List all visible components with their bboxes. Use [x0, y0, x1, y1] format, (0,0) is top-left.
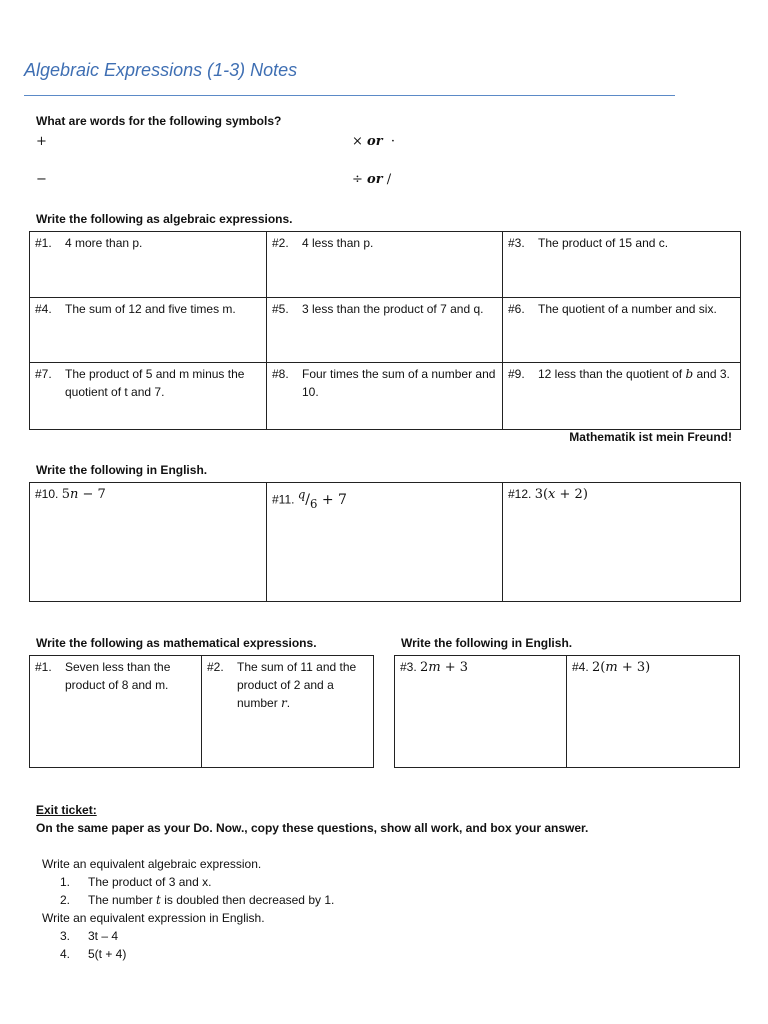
table-cell: #1. 4 more than p. — [30, 232, 267, 298]
english-expressions-table — [29, 482, 741, 602]
english-expressions-table-2 — [394, 655, 740, 768]
math-expression: 5n − 7 — [61, 487, 106, 502]
math-expressions-table — [29, 655, 374, 768]
minus-symbol: − — [36, 172, 47, 187]
times-symbol: × — [352, 134, 363, 149]
table-cell: #9. 12 less than the quotient of b and 3. — [503, 363, 741, 430]
plus-symbol: + — [36, 134, 47, 149]
table-cell: #2. 4 less than p. — [267, 232, 503, 298]
table-cell: #12. 3(x + 2) — [503, 483, 741, 602]
divide-symbol-line — [352, 172, 391, 187]
section1-heading: Write the following as algebraic expressions. — [36, 212, 293, 226]
dot-symbol: · — [390, 134, 395, 149]
table-cell: #5. 3 less than the product of 7 and q. — [267, 298, 503, 363]
exit-prompt-1: Write an equivalent algebraic expression. — [42, 857, 262, 871]
exit-item: 4. 5(t + 4) — [60, 947, 127, 961]
exit-ticket-instructions: On the same paper as your Do. Now., copy these questions, show all work, and box your answer. — [36, 821, 589, 835]
section4-heading: Write the following in English. — [401, 636, 573, 650]
title-underline — [24, 95, 675, 96]
table-cell: #4. 2(m + 3) — [567, 656, 740, 768]
exit-ticket-label: Exit ticket: — [36, 803, 97, 817]
table-cell: #10. 5n − 7 — [30, 483, 267, 602]
slash-symbol: / — [386, 172, 392, 187]
times-symbol-line — [352, 134, 395, 149]
table-cell: #3. 2m + 3 — [395, 656, 567, 768]
exit-item: 2. The number t is doubled then decreased by 1. — [60, 893, 335, 907]
table-cell: #4. The sum of 12 and five times m. — [30, 298, 267, 363]
divide-symbol: ÷ — [352, 172, 363, 187]
or-word: or — [367, 134, 383, 149]
table-cell: #2. The sum of 11 and the product of 2 and a number r. — [202, 656, 374, 768]
exit-item: 1. The product of 3 and x. — [60, 875, 212, 889]
math-expression: $^q/_6 + 7$ — [297, 487, 347, 511]
section2-heading: Write the following in English. — [36, 463, 208, 477]
table-cell: #11. $^q/_6 + 7$ — [267, 483, 503, 602]
table-cell: #3. The product of 15 and c. — [503, 232, 741, 298]
motto-note: Mathematik ist mein Freund! — [569, 430, 732, 444]
math-expression: 3(x + 2) — [534, 487, 588, 502]
section3-heading: Write the following as mathematical expressions. — [36, 636, 317, 650]
page-title: Algebraic Expressions (1-3) Notes — [24, 60, 298, 80]
table-cell: #8. Four times the sum of a number and 10. — [267, 363, 503, 430]
algebraic-expressions-table — [29, 231, 741, 430]
exit-prompt-2: Write an equivalent expression in English. — [42, 911, 265, 925]
symbols-heading: What are words for the following symbols? — [36, 114, 282, 128]
table-cell: #6. The quotient of a number and six. — [503, 298, 741, 363]
or-word: or — [367, 172, 383, 187]
math-expression: 2m + 3 — [420, 660, 469, 675]
exit-item: 3. 3t – 4 — [60, 929, 119, 943]
table-cell: #1. Seven less than the product of 8 and m. — [30, 656, 202, 768]
table-cell: #7. The product of 5 and m minus the quotient of t and 7. — [30, 363, 267, 430]
math-expression: 2(m + 3) — [592, 660, 651, 675]
